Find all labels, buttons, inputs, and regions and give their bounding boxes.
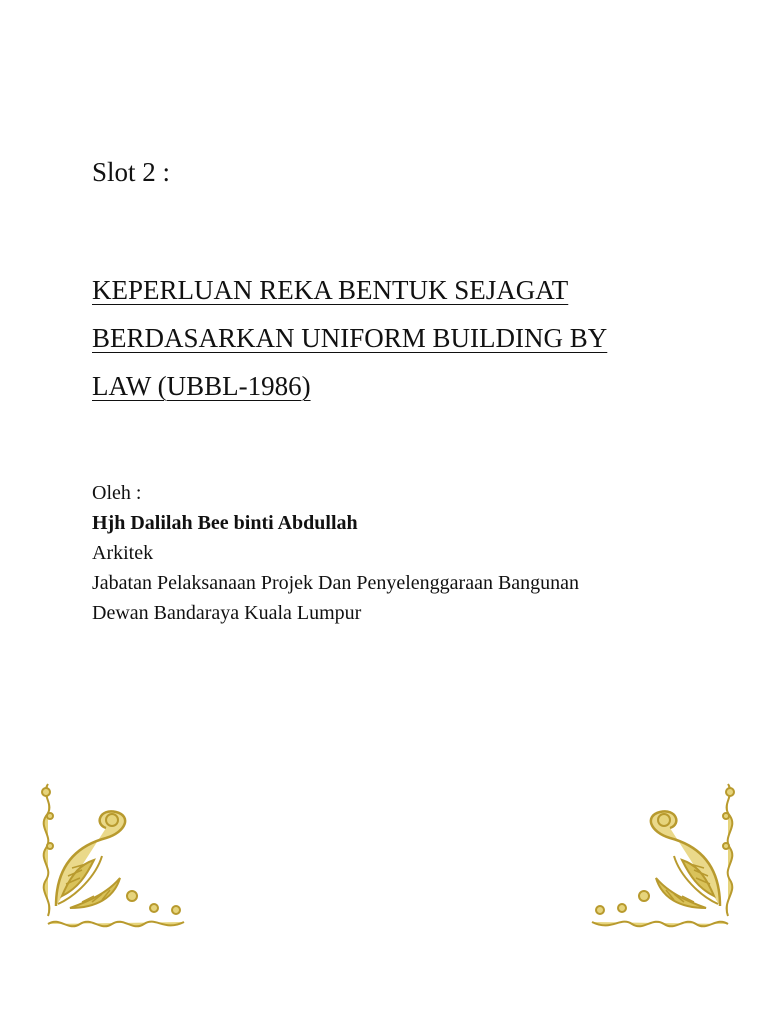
title-line-1: KEPERLUAN REKA BENTUK SEJAGAT	[92, 275, 569, 305]
department: Jabatan Pelaksanaan Projek Dan Penyelenggaraan Bangunan	[92, 572, 580, 594]
author-role: Arkitek	[92, 542, 154, 564]
author-name: Hjh Dalilah Bee binti Abdullah	[92, 512, 358, 534]
document-title	[92, 266, 712, 410]
gold-lace-corner-ornament-icon	[36, 776, 196, 936]
organization: Dewan Bandaraya Kuala Lumpur	[92, 602, 362, 624]
slot-label: Slot 2 :	[92, 157, 171, 187]
gold-lace-corner-ornament-icon	[580, 776, 740, 936]
title-line-3: LAW (UBBL-1986)	[92, 371, 311, 401]
by-label: Oleh :	[92, 482, 142, 504]
title-line-2: BERDASARKAN UNIFORM BUILDING BY	[92, 323, 608, 353]
author-block	[92, 478, 579, 628]
